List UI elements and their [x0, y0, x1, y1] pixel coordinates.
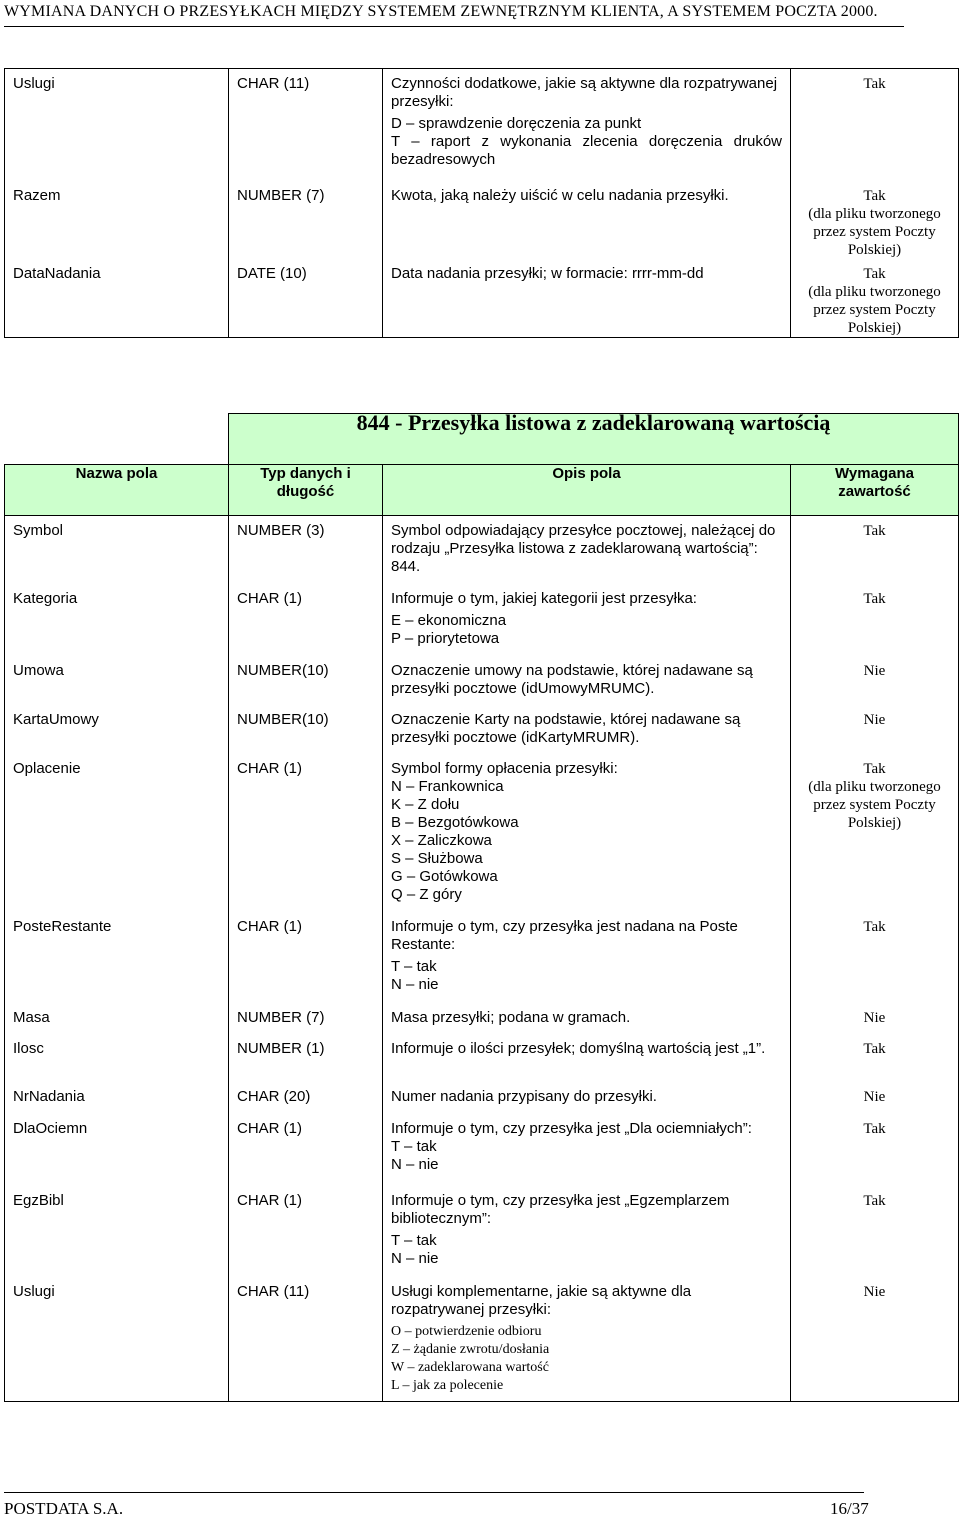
field-type: CHAR (11)	[229, 69, 383, 181]
field-required: Tak (dla pliku tworzonego przez system Poczty Polskiej)	[791, 181, 959, 259]
field-description: Numer nadania przypisany do przesyłki.	[383, 1082, 791, 1114]
field-type: CHAR (1)	[229, 1186, 383, 1277]
field-name: Kategoria	[5, 584, 229, 656]
header-name: Nazwa pola	[5, 465, 229, 516]
table-row	[5, 181, 959, 259]
field-type: CHAR (1)	[229, 754, 383, 912]
field-description: Informuje o tym, czy przesyłka jest „Egzemplarzem bibliotecznym”: T – tak N – nie	[383, 1186, 791, 1277]
field-type: NUMBER(10)	[229, 656, 383, 705]
fields-table-844	[4, 410, 959, 1402]
field-name: Uslugi	[5, 69, 229, 181]
page-footer	[4, 1492, 869, 1518]
header-description: Opis pola	[383, 465, 791, 516]
table-title: 844 - Przesyłka listowa z zadeklarowaną wartością	[229, 414, 959, 465]
field-description: Symbol formy opłacenia przesyłki: N – Frankownica K – Z dołu B – Bezgotówkowa X – Zaliczkowa S – Służbowa G – Gotówkowa Q – Z góry	[383, 754, 791, 912]
field-type: NUMBER (3)	[229, 516, 383, 584]
table-row	[5, 1082, 959, 1114]
field-name: DlaOciemn	[5, 1114, 229, 1186]
table-row	[5, 754, 959, 912]
table-row	[5, 1003, 959, 1034]
field-name: PosteRestante	[5, 912, 229, 1003]
field-type: DATE (10)	[229, 259, 383, 338]
table-row	[5, 1114, 959, 1186]
field-name: Umowa	[5, 656, 229, 705]
field-required: Tak	[791, 1034, 959, 1082]
field-required: Tak	[791, 912, 959, 1003]
field-description: Oznaczenie Karty na podstawie, której nadawane są przesyłki pocztowe (idKartyMRUMR).	[383, 705, 791, 754]
field-required: Nie	[791, 1277, 959, 1402]
table-row	[5, 1277, 959, 1402]
table-row	[5, 69, 959, 181]
field-type: CHAR (1)	[229, 912, 383, 1003]
field-description: Oznaczenie umowy na podstawie, której nadawane są przesyłki pocztowe (idUmowyMRUMC).	[383, 656, 791, 705]
table-row	[5, 1034, 959, 1082]
header-type: Typ danych i długość	[229, 465, 383, 516]
document-title: WYMIANA DANYCH O PRZESYŁKACH MIĘDZY SYSTEMEM ZEWNĘTRZNYM KLIENTA, A SYSTEMEM POCZTA 2000.	[4, 3, 878, 20]
field-name: EgzBibl	[5, 1186, 229, 1277]
field-type: NUMBER (1)	[229, 1034, 383, 1082]
field-required: Tak	[791, 516, 959, 584]
table-title-row	[5, 414, 959, 465]
field-description: Kwota, jaką należy uiścić w celu nadania przesyłki.	[383, 181, 791, 259]
field-name: Uslugi	[5, 1277, 229, 1402]
footer-page-number: 16/37	[830, 1499, 869, 1518]
field-required: Tak (dla pliku tworzonego przez system Poczty Polskiej)	[791, 259, 959, 338]
table-row	[5, 1186, 959, 1277]
field-type: CHAR (20)	[229, 1082, 383, 1114]
field-name: NrNadania	[5, 1082, 229, 1114]
field-name: DataNadania	[5, 259, 229, 338]
field-description: Masa przesyłki; podana w gramach.	[383, 1003, 791, 1034]
footer-company: POSTDATA S.A.	[4, 1499, 124, 1518]
fields-table-continued	[4, 68, 959, 338]
field-name: KartaUmowy	[5, 705, 229, 754]
field-required: Tak	[791, 1186, 959, 1277]
field-required: Tak	[791, 69, 959, 181]
field-name: Symbol	[5, 516, 229, 584]
field-required: Nie	[791, 1003, 959, 1034]
field-required: Nie	[791, 656, 959, 705]
field-required: Nie	[791, 1082, 959, 1114]
field-name: Masa	[5, 1003, 229, 1034]
field-description: Informuje o tym, jakiej kategorii jest przesyłka: E – ekonomiczna P – priorytetowa	[383, 584, 791, 656]
field-description: Usługi komplementarne, jakie są aktywne dla rozpatrywanej przesyłki: O – potwierdzenie odbioru Z – żądanie zwrotu/dosłania W – zadeklarowana wartość L – jak za polecenie	[383, 1277, 791, 1402]
field-description: Czynności dodatkowe, jakie są aktywne dla rozpatrywanej przesyłki: D – sprawdzenie doręczenia za punkt T – raport z wykonania zlecenia doręczenia druków bezadresowych	[383, 69, 791, 181]
header-required: Wymagana zawartość	[791, 465, 959, 516]
field-type: NUMBER (7)	[229, 181, 383, 259]
table-row	[5, 259, 959, 338]
field-required: Tak	[791, 584, 959, 656]
field-description: Informuje o tym, czy przesyłka jest „Dla ociemniałych”: T – tak N – nie	[383, 1114, 791, 1186]
table-row	[5, 705, 959, 754]
field-name: Oplacenie	[5, 754, 229, 912]
field-description: Data nadania przesyłki; w formacie: rrrr-mm-dd	[383, 259, 791, 338]
field-type: CHAR (1)	[229, 584, 383, 656]
field-description: Informuje o ilości przesyłek; domyślną wartością jest „1”.	[383, 1034, 791, 1082]
field-name: Ilosc	[5, 1034, 229, 1082]
page-header	[4, 0, 904, 27]
field-required: Tak (dla pliku tworzonego przez system Poczty Polskiej)	[791, 754, 959, 912]
field-type: NUMBER(10)	[229, 705, 383, 754]
field-required: Nie	[791, 705, 959, 754]
field-description: Informuje o tym, czy przesyłka jest nadana na Poste Restante: T – tak N – nie	[383, 912, 791, 1003]
table-row	[5, 656, 959, 705]
table-row	[5, 584, 959, 656]
table-row	[5, 516, 959, 584]
field-name: Razem	[5, 181, 229, 259]
field-description: Symbol odpowiadający przesyłce pocztowej, należącej do rodzaju „Przesyłka listowa z zadeklarowaną wartością”: 844.	[383, 516, 791, 584]
field-required: Tak	[791, 1114, 959, 1186]
table-row	[5, 912, 959, 1003]
field-type: NUMBER (7)	[229, 1003, 383, 1034]
field-type: CHAR (1)	[229, 1114, 383, 1186]
table-header-row	[5, 465, 959, 516]
field-type: CHAR (11)	[229, 1277, 383, 1402]
